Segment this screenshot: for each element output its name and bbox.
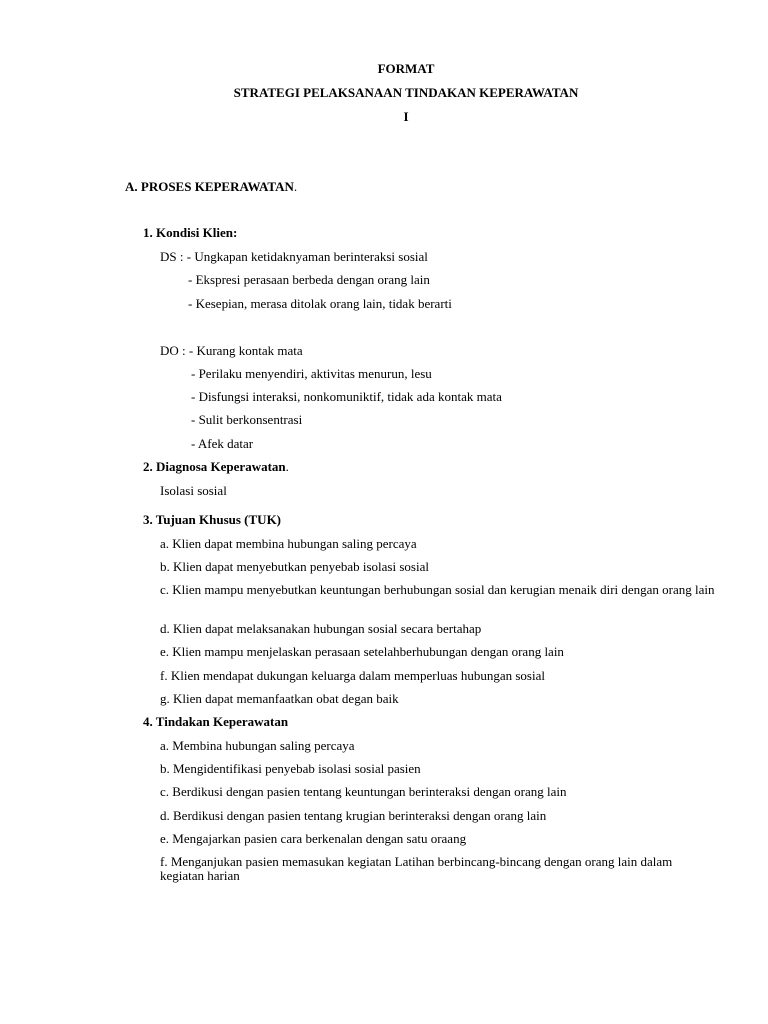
tujuan-item: e. Klien mampu menjelaskan perasaan setelahberhubungan dengan orang lain [160,644,564,659]
ds-item: - Kesepian, merasa ditolak orang lain, tidak berarti [188,296,452,311]
ds-line-1 [160,249,428,264]
doc-title-format: FORMAT [377,61,435,76]
section-a-heading [125,179,297,194]
tujuan-item: b. Klien dapat menyebutkan penyebab isolasi sosial [160,559,429,574]
do-item: - Disfungsi interaksi, nonkomuniktif, tidak ada kontak mata [191,389,502,404]
tindakan-item: e. Mengajarkan pasien cara berkenalan dengan satu oraang [160,831,467,846]
section-a-title-suffix: . [293,179,298,194]
doc-title-number: I [403,109,409,124]
ds-label: DS : [160,249,187,264]
diagnosa-heading: 2. Diagnosa Keperawatan [143,459,286,474]
do-label: DO : [160,343,189,358]
section-a-title: A. PROSES KEPERAWATAN [125,179,294,194]
ds-item: - Ekspresi perasaan berbeda dengan orang lain [188,272,430,287]
do-item: - Kurang kontak mata [188,343,303,358]
tujuan-item: c. Klien mampu menyebutkan keuntungan berhubungan sosial dan kerugian menaik diri dengan orang lain [160,582,715,597]
tindakan-item: b. Mengidentifikasi penyebab isolasi sosial pasien [160,761,421,776]
tujuan-item: d. Klien dapat melaksanakan hubungan sosial secara bertahap [160,621,482,636]
doc-title-strategi: STRATEGI PELAKSANAAN TINDAKAN KEPERAWATAN [233,85,579,100]
tindakan-item: a. Membina hubungan saling percaya [160,738,355,753]
tujuan-item: f. Klien mendapat dukungan keluarga dalam memperluas hubungan sosial [160,668,545,683]
ds-item: - Ungkapan ketidaknyaman berinteraksi sosial [186,249,428,264]
do-item: - Sulit berkonsentrasi [191,412,303,427]
tujuan-item: a. Klien dapat membina hubungan saling percaya [160,536,417,551]
do-line-1 [160,343,303,358]
tujuan-item: g. Klien dapat memanfaatkan obat degan baik [160,691,399,706]
tindakan-item: d. Berdikusi dengan pasien tentang krugian berinteraksi dengan orang lain [160,808,547,823]
tindakan-item: c. Berdikusi dengan pasien tentang keuntungan berinteraksi dengan orang lain [160,784,567,799]
do-item: - Perilaku menyendiri, aktivitas menurun, lesu [191,366,432,381]
tindakan-item: f. Menganjukan pasien memasukan kegiatan Latihan berbincang-bincang dengan orang lain dalam kegiatan harian [160,854,673,883]
tindakan-heading: 4. Tindakan Keperawatan [143,714,289,729]
diagnosa-heading-suffix: . [285,459,289,474]
diagnosa-value: Isolasi sosial [160,483,227,498]
do-item: - Afek datar [191,436,254,451]
tujuan-heading: 3. Tujuan Khusus (TUK) [143,512,282,527]
kondisi-heading: 1. Kondisi Klien: [143,225,238,240]
diagnosa-heading-line [143,459,289,474]
